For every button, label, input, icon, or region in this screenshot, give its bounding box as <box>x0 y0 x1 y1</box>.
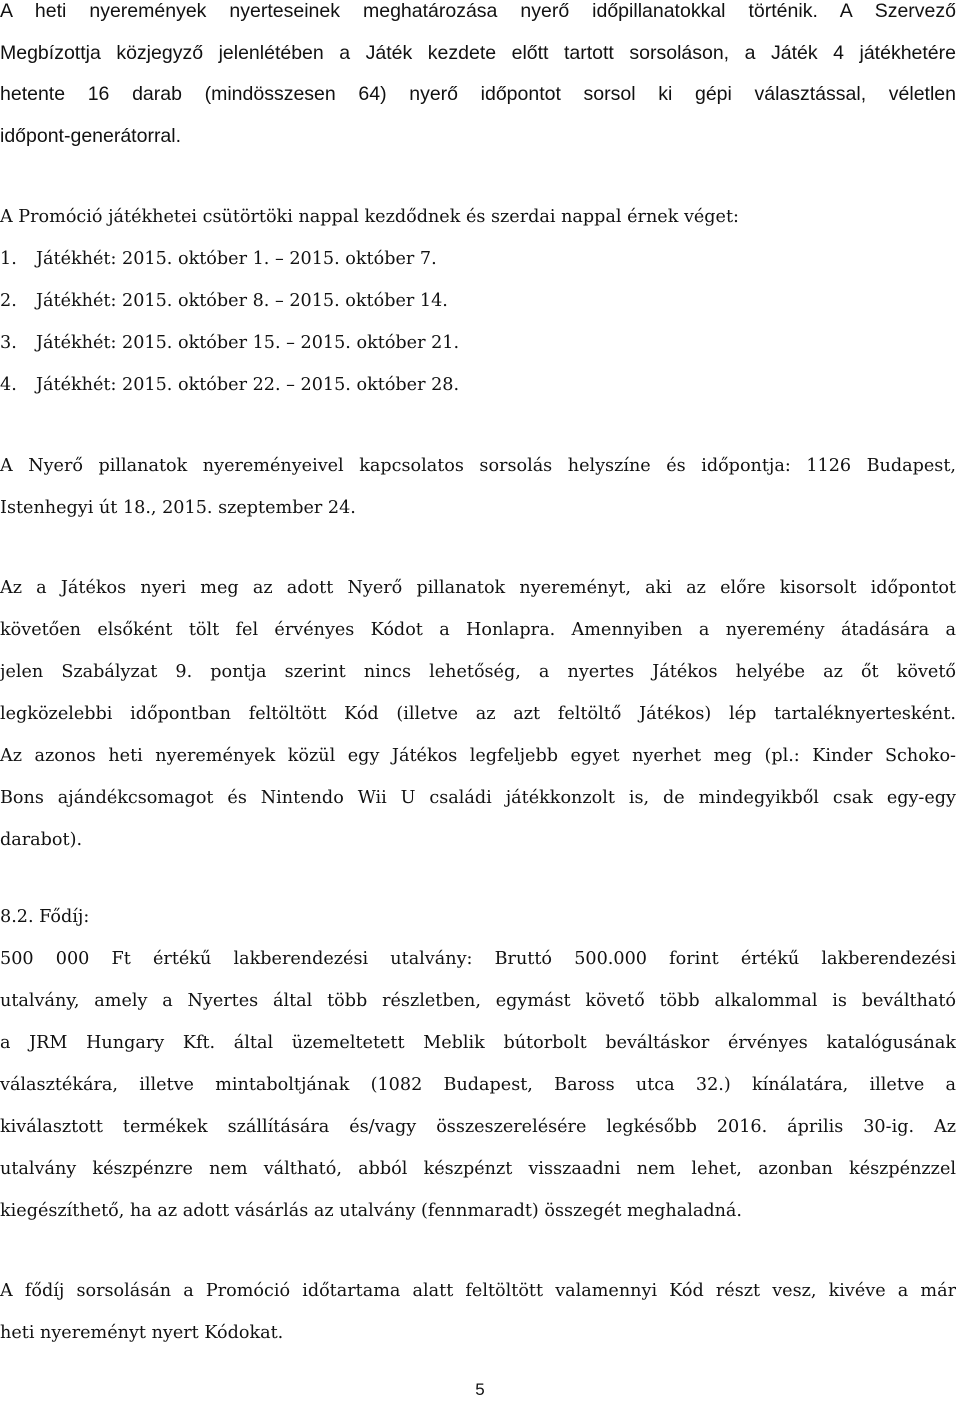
text-line: heti nyereményt nyert Kódokat. <box>0 1323 284 1343</box>
text-line: A Nyerő pillanatok nyereményeivel kapcsolatos sorsolás helyszíne és időpontja: 1126 Budapest, <box>0 456 956 476</box>
list-number: 2. <box>0 291 17 311</box>
text-line: legközelebbi időpontban feltöltött Kód (illetve az azt feltöltő Játékos) lép tartaléknyertesként. <box>0 704 956 724</box>
list-text: Játékhét: 2015. október 8. – 2015. október 14. <box>36 291 448 311</box>
list-text: Játékhét: 2015. október 22. – 2015. október 28. <box>36 375 460 395</box>
text-line: követően elsőként tölt fel érvényes Kódot a Honlapra. Amennyiben a nyeremény átadására a <box>0 620 956 640</box>
text-line: Az a Játékos nyeri meg az adott Nyerő pillanatok nyereményt, aki az előre kisorsolt időpontot <box>0 578 956 598</box>
text-line: A heti nyeremények nyerteseinek meghatározása nyerő időpillanatokkal történik. A Szervező <box>0 0 956 22</box>
text-line: Bons ajándékcsomagot és Nintendo Wii U családi játékkonzolt is, de mindegyikből csak egy-egy <box>0 788 956 808</box>
text-line: Istenhegyi út 18., 2015. szeptember 24. <box>0 498 356 518</box>
text-line: darabot). <box>0 830 83 850</box>
text-line: hetente 16 darab (mindösszesen 64) nyerő időpontot sorsol ki gépi választással, véletlen <box>0 83 956 105</box>
text-line: jelen Szabályzat 9. pontja szerint nincs lehetőség, a nyertes Játékos helyébe az őt követő <box>0 662 956 682</box>
list-number: 1. <box>0 249 17 269</box>
list-number: 4. <box>0 375 17 395</box>
text-line: Megbízottja közjegyző jelenlétében a Játék kezdete előtt tartott sorsoláson, a Játék 4 játékhetére <box>0 41 956 64</box>
list-text: Játékhét: 2015. október 1. – 2015. október 7. <box>36 249 437 269</box>
text-line: 500 000 Ft értékű lakberendezési utalvány: Bruttó 500.000 forint értékű lakberendezési <box>0 949 956 969</box>
text-line: időpont-generátorral. <box>0 124 182 147</box>
weeks-intro: A Promóció játékhetei csütörtöki nappal kezdődnek és szerdai nappal érnek véget: <box>0 207 739 227</box>
location-paragraph <box>0 445 956 529</box>
text-line: kiegészíthető, ha az adott vásárlás az utalvány (fennmaradt) összegét meghaladná. <box>0 1201 743 1221</box>
list-number: 3. <box>0 333 17 353</box>
intro-paragraph <box>0 0 956 157</box>
winner-paragraph <box>0 567 956 861</box>
text-line: választékára, illetve mintaboltjának (1082 Budapest, Baross utca 32.) kínálatára, illetve a <box>0 1075 956 1095</box>
text-line: Az azonos heti nyeremények közül egy Játékos legfeljebb egyet nyerhet meg (pl.: Kinder Schoko- <box>0 746 956 766</box>
list-text: Játékhét: 2015. október 15. – 2015. október 21. <box>36 333 460 353</box>
list-item <box>0 364 956 406</box>
text-line: A fődíj sorsolásán a Promóció időtartama alatt feltöltött valamennyi Kód részt vesz, kivéve a már <box>0 1281 956 1301</box>
prize-paragraph <box>0 938 956 1232</box>
section-heading <box>0 896 956 938</box>
weeks-list <box>0 238 956 406</box>
weeks-section <box>0 196 956 238</box>
text-line: utalvány készpénzre nem váltható, abból készpénzt visszaadni nem lehet, azonban készpénzzel <box>0 1159 956 1179</box>
page-number: 5 <box>475 1380 485 1399</box>
draw-paragraph <box>0 1270 956 1354</box>
list-item <box>0 322 956 364</box>
text-line: utalvány, amely a Nyertes által több részletben, egymást követő több alkalommal is beváltható <box>0 991 956 1011</box>
section-title: 8.2. Fődíj: <box>0 907 90 927</box>
text-line: kiválasztott termékek szállítására és/vagy összeszerelésére legkésőbb 2016. április 30-ig. Az <box>0 1117 956 1137</box>
text-line: a JRM Hungary Kft. által üzemeltetett Meblik bútorbolt beváltáskor érvényes katalógusának <box>0 1033 956 1053</box>
list-item <box>0 238 956 280</box>
list-item <box>0 280 956 322</box>
